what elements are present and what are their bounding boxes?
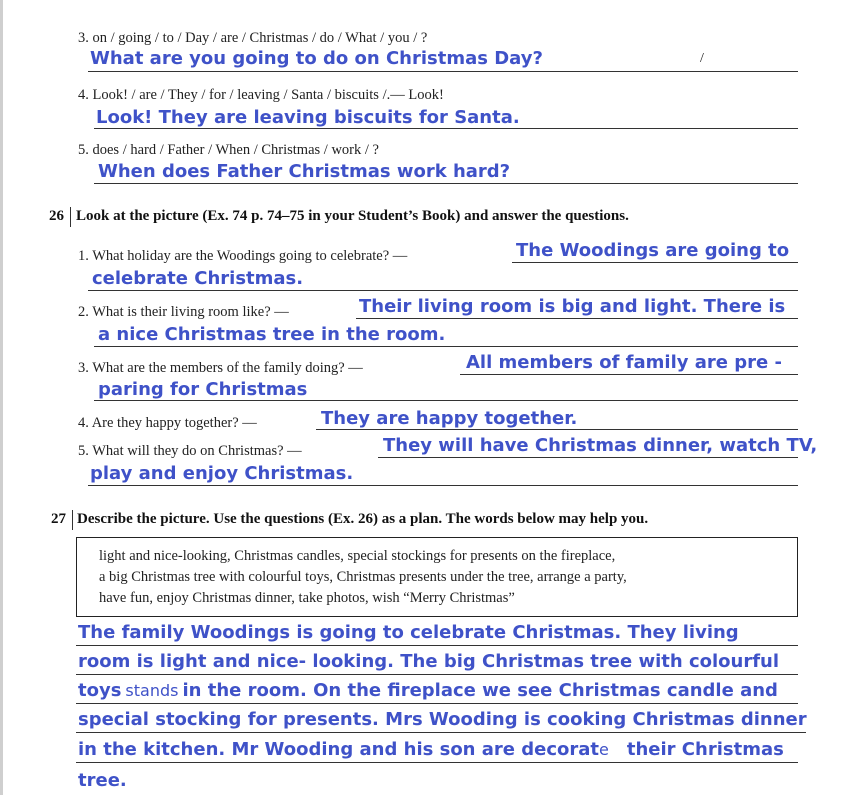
ex26-q4: 4. Are they happy together? —	[78, 415, 257, 431]
answer-line	[94, 183, 798, 184]
essay-line-3	[78, 680, 778, 702]
ex26-a2b: a nice Christmas tree in the room.	[98, 324, 446, 345]
ex26-a2a: Their living room is big and light. There is	[359, 296, 786, 317]
answer-line	[316, 429, 798, 430]
answer-line	[88, 71, 798, 72]
ex26-a5b: play and enjoy Christmas.	[90, 463, 354, 484]
word-box-line-1: light and nice-looking, Christmas candles, special stockings for presents on the fireplace,	[99, 548, 616, 564]
answer-line	[94, 346, 798, 347]
ex26-instruction: Look at the picture (Ex. 74 p. 74–75 in your Student’s Book) and answer the questions.	[76, 208, 629, 224]
answer-line	[94, 128, 798, 129]
answer-line	[460, 374, 798, 375]
ex26-q3: 3. What are the members of the family doing? —	[78, 360, 363, 376]
essay-line-5-c: their Christmas	[626, 739, 784, 760]
answer-line	[76, 703, 798, 704]
ex26-a3b: paring for Christmas	[98, 379, 308, 400]
essay-line-4: special stocking for presents. Mrs Wooding is cooking Christmas dinner	[78, 709, 807, 730]
stray-mark: /	[700, 51, 704, 66]
answer-line	[94, 400, 798, 401]
ex26-a5a: They will have Christmas dinner, watch TV,	[383, 435, 818, 456]
ex25-q5: 5. does / hard / Father / When / Christmas / work / ?	[78, 142, 379, 158]
essay-line-5-a: in the kitchen. Mr Wooding and his son are decorat	[78, 739, 600, 760]
ex26-a4: They are happy together.	[321, 408, 578, 429]
exercise-marker	[70, 207, 71, 227]
answer-line	[378, 457, 798, 458]
ex26-a1a: The Woodings are going to	[516, 240, 790, 261]
ex26-a3a: All members of family are pre -	[466, 352, 782, 373]
answer-line	[76, 732, 806, 733]
essay-line-2: room is light and nice- looking. The big Christmas tree with colourful	[78, 651, 780, 672]
essay-line-3-b: stands	[125, 681, 179, 700]
ex25-a5: When does Father Christmas work hard?	[98, 161, 511, 182]
answer-line	[76, 762, 798, 763]
word-box-line-3: have fun, enjoy Christmas dinner, take photos, wish “Merry Christmas”	[99, 590, 515, 606]
ex27-number: 27	[51, 511, 66, 527]
ex26-number: 26	[49, 208, 64, 224]
answer-line	[88, 290, 798, 291]
essay-line-5-b: e	[599, 740, 609, 759]
essay-line-3-c: in the room. On the fireplace we see Christmas candle and	[182, 680, 778, 701]
answer-line	[76, 674, 798, 675]
answer-line	[512, 262, 798, 263]
essay-line-1: The family Woodings is going to celebrate Christmas. They living	[78, 622, 739, 643]
answer-line	[76, 645, 798, 646]
word-box	[76, 537, 798, 617]
ex26-q5: 5. What will they do on Christmas? —	[78, 443, 302, 459]
answer-line	[356, 318, 798, 319]
page-edge	[0, 0, 3, 795]
ex25-q4: 4. Look! / are / They / for / leaving / Santa / biscuits /.— Look!	[78, 87, 444, 103]
ex26-q2: 2. What is their living room like? —	[78, 304, 289, 320]
ex26-a1b: celebrate Christmas.	[92, 268, 304, 289]
ex25-a3: What are you going to do on Christmas Day?	[90, 48, 543, 69]
ex25-a4: Look! They are leaving biscuits for Santa.	[96, 107, 520, 128]
answer-line	[88, 485, 798, 486]
exercise-marker	[72, 510, 73, 530]
essay-line-3-a: toys	[78, 680, 122, 701]
word-box-line-2: a big Christmas tree with colourful toys, Christmas presents under the tree, arrange a party,	[99, 569, 627, 585]
essay-line-5	[78, 739, 784, 761]
essay-line-6: tree.	[78, 770, 127, 791]
ex26-q1: 1. What holiday are the Woodings going to celebrate? —	[78, 248, 408, 264]
ex27-instruction: Describe the picture. Use the questions (Ex. 26) as a plan. The words below may help you.	[77, 511, 649, 527]
ex25-q3: 3. on / going / to / Day / are / Christmas / do / What / you / ?	[78, 30, 428, 46]
